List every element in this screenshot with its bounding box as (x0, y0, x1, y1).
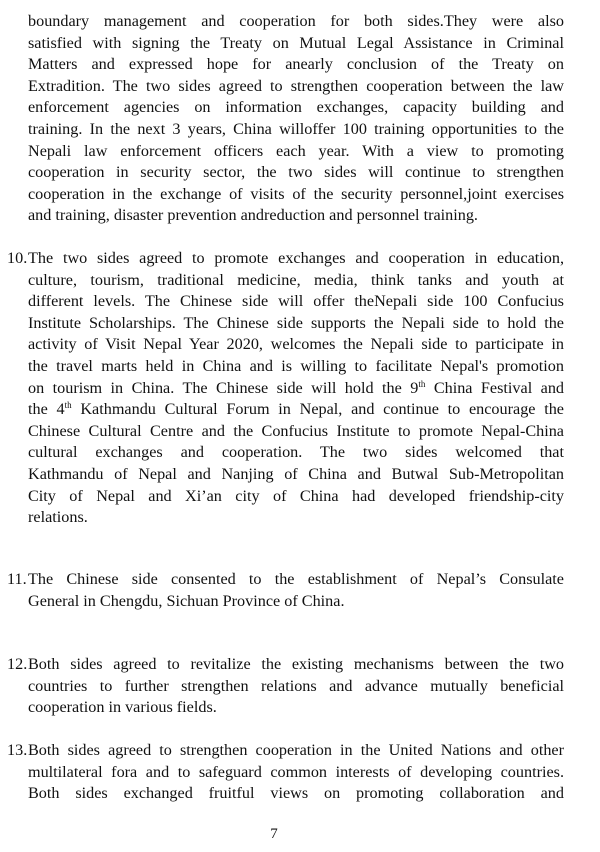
text-line: Institute Scholarships. The Chinese side supports the Nepali side to hold the (28, 313, 564, 332)
text-line: activity of Visit Nepal Year 2020, welcomes the Nepali side to participate in (28, 335, 564, 354)
text-fragment: the 4 (28, 400, 65, 419)
list-item-12 (7, 654, 564, 719)
item-number: 10. (7, 249, 28, 267)
text-line: cooperation in the exchange of visits of the security personnel,joint exercises (28, 184, 564, 203)
page-number: 7 (270, 826, 278, 842)
text-line: relations. (28, 508, 88, 527)
ordinal-superscript: th (418, 378, 426, 389)
text-line: Both sides agreed to strengthen cooperation in the United Nations and other (28, 741, 564, 759)
text-line: Nepali law enforcement officers each year. With a view to promoting (28, 141, 564, 160)
text-line: multilateral fora and to safeguard common interests of developing countries. (28, 762, 564, 781)
text-line: different levels. The Chinese side will offer theNepali side 100 Confucius (28, 292, 564, 311)
continuation-paragraph (28, 11, 564, 227)
list-item-11 (7, 569, 564, 612)
text-line: training. In the next 3 years, China willoffer 100 training opportunities to the (28, 119, 564, 138)
text-line: General in Chengdu, Sichuan Province of China. (28, 591, 345, 610)
text-line: cooperation in various fields. (28, 698, 217, 717)
text-line: boundary management and cooperation for both sides.They were also (28, 12, 564, 30)
text-line: The two sides agreed to promote exchanges and cooperation in education, (28, 249, 564, 267)
text-line: City of Nepal and Xi’an city of China had developed friendship-city (28, 486, 564, 505)
text-line: cooperation in security sector, the two sides will continue to strengthen (28, 163, 564, 182)
text-fragment: Kathmandu Cultural Forum in Nepal, and continue to encourage the (71, 400, 564, 419)
text-fragment: on tourism in China. The Chinese side will hold the 9 (28, 378, 419, 397)
text-line: Both sides agreed to revitalize the existing mechanisms between the two (28, 655, 564, 673)
text-line: satisfied with signing the Treaty on Mutual Legal Assistance in Criminal (28, 33, 564, 52)
text-line-with-superscript (28, 399, 564, 421)
text-line: cultural exchanges and cooperation. The two sides welcomed that (28, 443, 564, 462)
ordinal-superscript: th (64, 400, 72, 411)
text-line: Chinese Cultural Centre and the Confucius Institute to promote Nepal-China (28, 421, 564, 440)
item-number: 12. (7, 655, 28, 673)
text-line: Matters and expressed hope for anearly conclusion of the Treaty on (28, 55, 564, 74)
text-line: Kathmandu of Nepal and Nanjing of China and Butwal Sub-Metropolitan (28, 464, 564, 483)
item-number: 11. (7, 570, 27, 588)
list-item-10 (7, 248, 565, 529)
text-line: The Chinese side consented to the establishment of Nepal’s Consulate (28, 570, 564, 588)
text-line: Both sides exchanged fruitful views on promoting collaboration and (28, 784, 564, 803)
text-line: the travel marts held in China and is willing to facilitate Nepal's promotion (28, 356, 564, 375)
item-number: 13. (7, 741, 28, 759)
text-line: enforcement agencies on information exchanges, capacity building and (28, 98, 564, 117)
text-fragment: China Festival and (425, 378, 565, 397)
text-line: culture, tourism, traditional medicine, media, think tanks and youth at (28, 270, 564, 289)
list-item-13 (7, 740, 564, 805)
text-line-with-superscript (28, 378, 564, 400)
text-line: Extradition. The two sides agreed to strengthen cooperation between the law (28, 76, 564, 95)
text-line: and training, disaster prevention andreduction and personnel training. (28, 206, 478, 225)
text-line: countries to further strengthen relations and advance mutually beneficial (28, 676, 564, 695)
